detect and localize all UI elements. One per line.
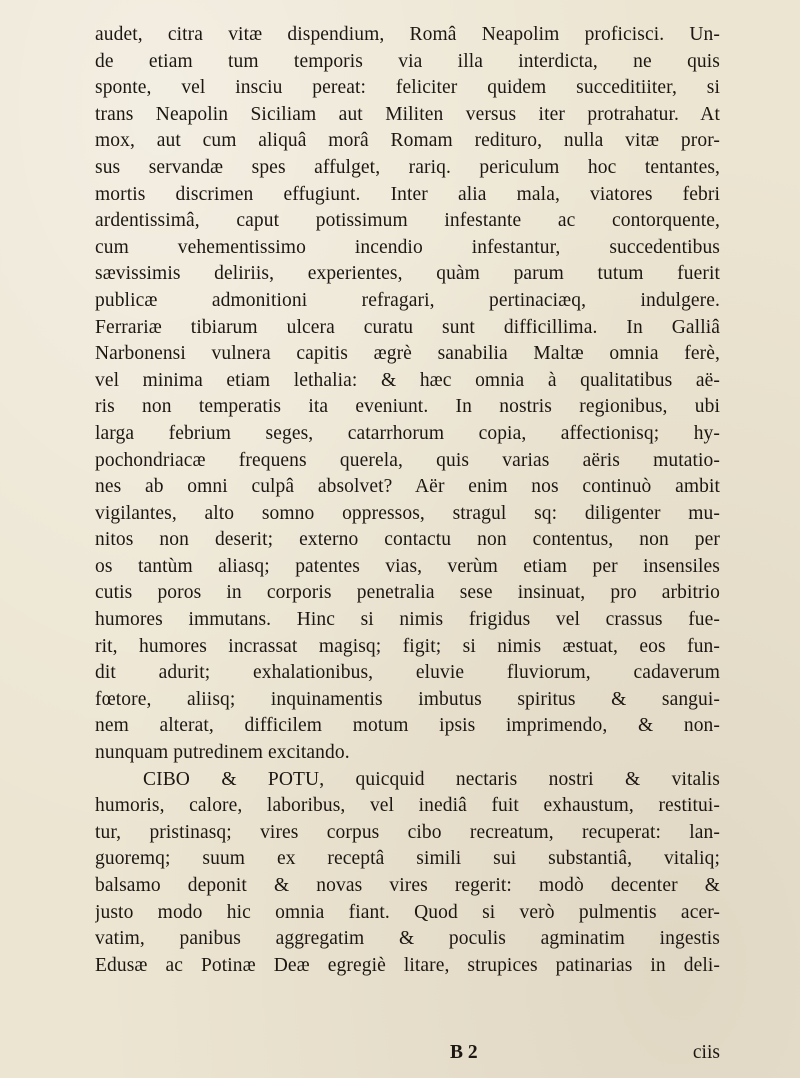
text-line: justo modo hic omnia fiant. Quod si verò pulmentis acer- <box>95 901 720 923</box>
text-line: os tantùm aliasq; patentes vias, verùm etiam per insensiles <box>95 555 720 577</box>
text-line: publicæ admonitioni refragari, pertinaciæq, indulgere. <box>95 289 720 311</box>
page-footer <box>95 1040 720 1066</box>
text-line: vatim, panibus aggregatim & poculis agminatim ingestis <box>95 928 720 950</box>
text-line: nitos non deserit; externo contactu non contentus, non per <box>95 529 720 551</box>
text-line: de etiam tum temporis via illa interdicta, ne quis <box>95 50 720 72</box>
text-line: fœtore, aliisq; inquinamentis imbutus spiritus & sangui- <box>95 688 720 710</box>
catchword: ciis <box>692 1042 720 1063</box>
text-line: guoremq; suum ex receptâ simili sui substantiâ, vitaliq; <box>95 848 720 870</box>
text-line: Ferrariæ tibiarum ulcera curatu sunt difficillima. In Galliâ <box>95 316 720 338</box>
text-line: CIBO & POTU, quicquid nectaris nostri & vitalis <box>143 768 720 790</box>
text-line: humores immutans. Hinc si nimis frigidus vel crassus fue- <box>95 609 720 631</box>
signature-mark: B 2 <box>450 1042 478 1063</box>
text-line: mortis discrimen effugiunt. Inter alia mala, viatores febri <box>95 183 720 205</box>
text-line: audet, citra vitæ dispendium, Româ Neapolim proficisci. Un- <box>95 24 720 45</box>
text-line: larga febrium seges, catarrhorum copia, affectionisq; hy- <box>95 422 720 444</box>
text-line: rit, humores incrassat magisq; figit; si nimis æstuat, eos fun- <box>95 635 720 657</box>
text-line: ardentissimâ, caput potissimum infestante ac contorquente, <box>95 210 720 232</box>
text-line: cutis poros in corporis penetralia sese insinuat, pro arbitrio <box>95 582 720 604</box>
text-line: nunquam putredinem excitando. <box>95 742 350 764</box>
text-line: vigilantes, alto somno oppressos, stragul sq: diligenter mu- <box>95 502 720 524</box>
text-line: Edusæ ac Potinæ Deæ egregiè litare, strupices patinarias in deli- <box>95 954 720 976</box>
text-line: Narbonensi vulnera capitis ægrè sanabilia Maltæ omnia ferè, <box>95 343 720 365</box>
text-line: mox, aut cum aliquâ morâ Romam redituro, nulla vitæ pror- <box>95 130 720 152</box>
text-line: cum vehementissimo incendio infestantur, succedentibus <box>95 236 720 258</box>
text-line: nes ab omni culpâ absolvet? Aër enim nos continuò ambit <box>95 476 720 498</box>
text-line: tur, pristinasq; vires corpus cibo recreatum, recuperat: lan- <box>95 821 720 843</box>
body-text <box>95 22 720 979</box>
text-line: sus servandæ spes affulget, rariq. periculum hoc tentantes, <box>95 156 720 178</box>
text-line: sponte, vel insciu pereat: feliciter quidem succeditiiter, si <box>95 77 720 99</box>
text-line: trans Neapolin Siciliam aut Militen versus iter protrahatur. At <box>95 103 720 125</box>
text-line: humoris, calore, laboribus, vel inediâ fuit exhaustum, restitui- <box>95 795 720 817</box>
text-line: ris non temperatis ita eveniunt. In nostris regionibus, ubi <box>95 396 720 418</box>
text-line: vel minima etiam lethalia: & hæc omnia à qualitatibus aë- <box>95 369 720 391</box>
text-line: balsamo deponit & novas vires regerit: modò decenter & <box>95 875 720 896</box>
text-line: nem alterat, difficilem motum ipsis imprimendo, & non- <box>95 715 720 737</box>
text-line: dit adurit; exhalationibus, eluvie fluviorum, cadaverum <box>95 662 720 684</box>
text-line: sævissimis deliriis, experientes, quàm parum tutum fuerit <box>95 263 720 285</box>
text-line: pochondriacæ frequens querela, quis varias aëris mutatio- <box>95 449 720 471</box>
